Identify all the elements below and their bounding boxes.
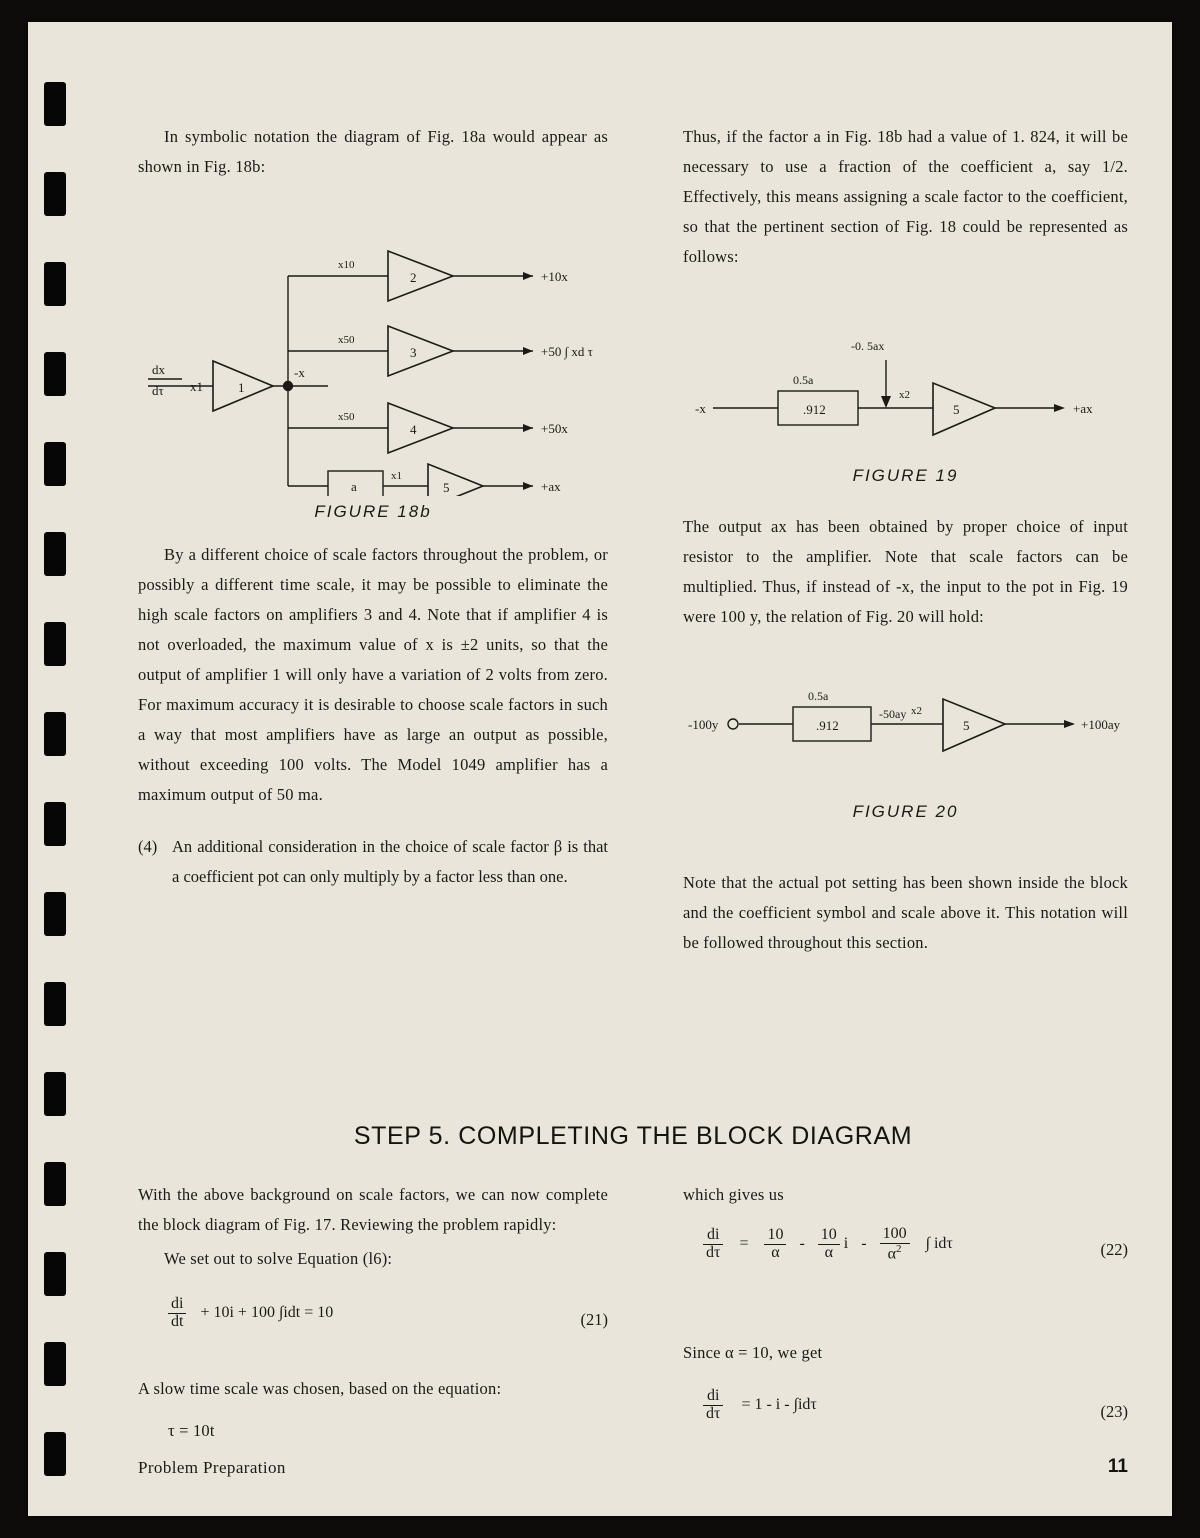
right-column (683, 122, 1128, 958)
fig18b-branch2-gain: x10 (338, 259, 355, 271)
left-list-item-4 (138, 832, 608, 892)
fig18b-amp3-out: +50 ∫ xd τ (541, 344, 593, 359)
fig19-pot-value: .912 (803, 402, 826, 417)
binding-hole (44, 532, 66, 576)
equation-22 (683, 1226, 1128, 1278)
fig20-amp: 5 (963, 718, 970, 733)
right-paragraph-2: The output ax has been obtained by proper choice of input resistor to the amplifier. Note that scale factors can be multiplied. Thus, if instead of -x, the input to the pot in Fig. 19 were 100 y, the relation of Fig. 20 will hold: (683, 517, 1128, 626)
binding-hole (44, 982, 66, 1026)
fig18b-branch5-gain: x1 (391, 470, 402, 482)
equation-21-fraction (168, 1296, 186, 1331)
fig19-input-label: -x (695, 401, 706, 416)
fig19-amp: 5 (953, 402, 960, 417)
equation-22-t2-num: 10 (820, 1226, 837, 1244)
fig20-output: +100ay (1081, 717, 1121, 732)
step5-tau-equation: τ = 10t (168, 1421, 215, 1440)
left-list-item-4-text: An additional consideration in the choice of scale factor β is that a coefficient pot can only multiply by a factor less than one. (172, 837, 608, 886)
fig18b-amp5-out: +ax (541, 479, 561, 494)
fig19-pot-scale: 0.5a (793, 373, 814, 387)
fig18b-amp5: 5 (443, 480, 450, 495)
step5-left-paragraph-2: We set out to solve Equation (l6): (164, 1249, 393, 1268)
binding-hole (44, 1072, 66, 1116)
equation-22-number: (22) (1100, 1240, 1128, 1259)
binding-hole (44, 712, 66, 756)
binding-hole (44, 802, 66, 846)
fig18b-branch4-gain: x50 (338, 411, 355, 423)
equation-22-op1: - (799, 1235, 805, 1253)
fig19-gain-label: x2 (899, 389, 910, 401)
fig18b-amp1: 1 (238, 380, 245, 395)
step5-right-paragraph-1: which gives us (683, 1185, 784, 1204)
binding-hole (44, 622, 66, 666)
equation-23-lhs-den: dτ (703, 1405, 723, 1423)
equation-22-t2-den: α (818, 1244, 840, 1262)
fig18b-amp3: 3 (410, 345, 417, 360)
section-heading: STEP 5. COMPLETING THE BLOCK DIAGRAM (353, 1122, 913, 1150)
binding-holes (44, 62, 78, 1482)
fig18b-amp2: 2 (410, 270, 417, 285)
fig18b-amp2-out: +10x (541, 269, 568, 284)
left-list-item-4-number: (4) (138, 837, 158, 856)
fig20-mid-label: -50ay (879, 707, 907, 721)
figure-18b (138, 196, 608, 522)
equation-22-t3-after: ∫ idτ (925, 1235, 953, 1253)
equation-22-term3 (880, 1226, 910, 1263)
step5-left-paragraph-1: With the above background on scale factors, we can now complete the block diagram of Fig. 17. Reviewing the problem rapidly: (138, 1185, 608, 1234)
page-number: 11 (1107, 1456, 1128, 1477)
binding-hole (44, 262, 66, 306)
equation-22-t1-den: α (764, 1244, 786, 1262)
fig18b-pot-label: a (351, 479, 357, 494)
fig18b-input-num: dx (152, 362, 165, 377)
equation-22-t2-after: i (843, 1235, 849, 1253)
equation-22-lhs-num: di (706, 1226, 720, 1244)
fig20-pot-scale: 0.5a (808, 689, 829, 703)
equation-22-op2: - (861, 1235, 867, 1253)
figure-18b-caption: FIGURE 18b (314, 502, 432, 521)
binding-hole (44, 82, 66, 126)
binding-hole (44, 1252, 66, 1296)
fig18b-input-den: dτ (152, 383, 164, 398)
fig18b-amp4: 4 (410, 422, 417, 437)
step5-left-column (138, 1180, 608, 1446)
equation-21 (138, 1296, 608, 1348)
step5-right-paragraph-2: Since α = 10, we get (683, 1343, 823, 1362)
equation-23-number: (23) (1100, 1402, 1128, 1421)
equation-22-term1 (764, 1227, 786, 1262)
equation-23 (683, 1388, 1128, 1440)
right-paragraph-3: Note that the actual pot setting has been shown inside the block and the coefficient symbol and scale above it. This notation will be followed throughout this section. (683, 873, 1128, 952)
step5-left-paragraph-3: A slow time scale was chosen, based on the equation: (138, 1379, 502, 1398)
equation-23-rhs: = 1 - i - ∫idτ (741, 1395, 817, 1413)
equation-21-denominator: dt (168, 1313, 186, 1331)
fig20-pot-value: .912 (816, 718, 839, 733)
equation-22-t3-den-base: α (887, 1245, 897, 1263)
fig18b-amp1-out: -x (294, 365, 305, 380)
left-paragraph-1: In symbolic notation the diagram of Fig. 18a would appear as shown in Fig. 18b: (138, 127, 608, 176)
scanned-page (28, 22, 1172, 1516)
binding-hole (44, 1162, 66, 1206)
equation-22-equals: = (739, 1235, 749, 1253)
left-paragraph-2: By a different choice of scale factors throughout the problem, or possibly a different time scale, it may be possible to eliminate the high scale factors on amplifiers 3 and 4. Note that if amplifier 4 is not overloaded, the maximum value of x is ±2 units, so that the output of amplifier 1 will only have a variation of 2 volts from zero. For maximum accuracy it is desirable to choose scale factors in such a way that most amplifiers have as large an output as possible, without exceeding 100 volts. The Model 1049 amplifier has a maximum output of 50 ma. (138, 545, 608, 804)
fig18b-branch3-gain: x50 (338, 334, 355, 346)
binding-hole (44, 442, 66, 486)
footer-running-title: Problem Preparation (138, 1458, 286, 1477)
equation-22-t3-num: 100 (882, 1225, 907, 1242)
binding-hole (44, 172, 66, 216)
fig18b-input-gain: x1 (190, 379, 203, 394)
equation-21-numerator: di (171, 1295, 184, 1312)
figure-19 (683, 298, 1128, 486)
equation-22-term2 (818, 1227, 840, 1262)
step5-right-column (683, 1180, 1128, 1440)
fig19-arrow-label: -0. 5ax (851, 339, 885, 353)
left-column (138, 122, 608, 892)
equation-23-lhs (703, 1388, 723, 1423)
figure-20 (683, 662, 1128, 822)
equation-22-t3-den (880, 1243, 910, 1263)
fig20-gain-label: x2 (911, 705, 922, 717)
equation-22-lhs (703, 1227, 723, 1262)
fig20-input-label: -100y (688, 717, 719, 732)
fig19-output: +ax (1073, 401, 1093, 416)
fig18b-amp4-out: +50x (541, 421, 568, 436)
equation-22-lhs-den: dτ (703, 1244, 723, 1262)
binding-hole (44, 352, 66, 396)
equation-21-number: (21) (580, 1310, 608, 1329)
equation-21-rest: + 10i + 100 ∫idt = 10 (200, 1303, 334, 1321)
right-paragraph-1: Thus, if the factor a in Fig. 18b had a value of 1. 824, it will be necessary to use a fraction of the coefficient a, say 1/2. Effectively, this means assigning a scale factor to the coefficient, so that the pertinent section of Fig. 18 could be represented as follows: (683, 127, 1128, 266)
figure-19-caption: FIGURE 19 (852, 466, 959, 485)
equation-22-t3-exponent: 2 (896, 1242, 902, 1255)
binding-hole (44, 1432, 66, 1476)
equation-23-lhs-num: di (706, 1387, 720, 1404)
binding-hole (44, 1342, 66, 1386)
figure-20-caption: FIGURE 20 (852, 802, 959, 821)
binding-hole (44, 892, 66, 936)
page-content (138, 122, 1128, 1477)
equation-22-t1-num: 10 (767, 1226, 784, 1244)
